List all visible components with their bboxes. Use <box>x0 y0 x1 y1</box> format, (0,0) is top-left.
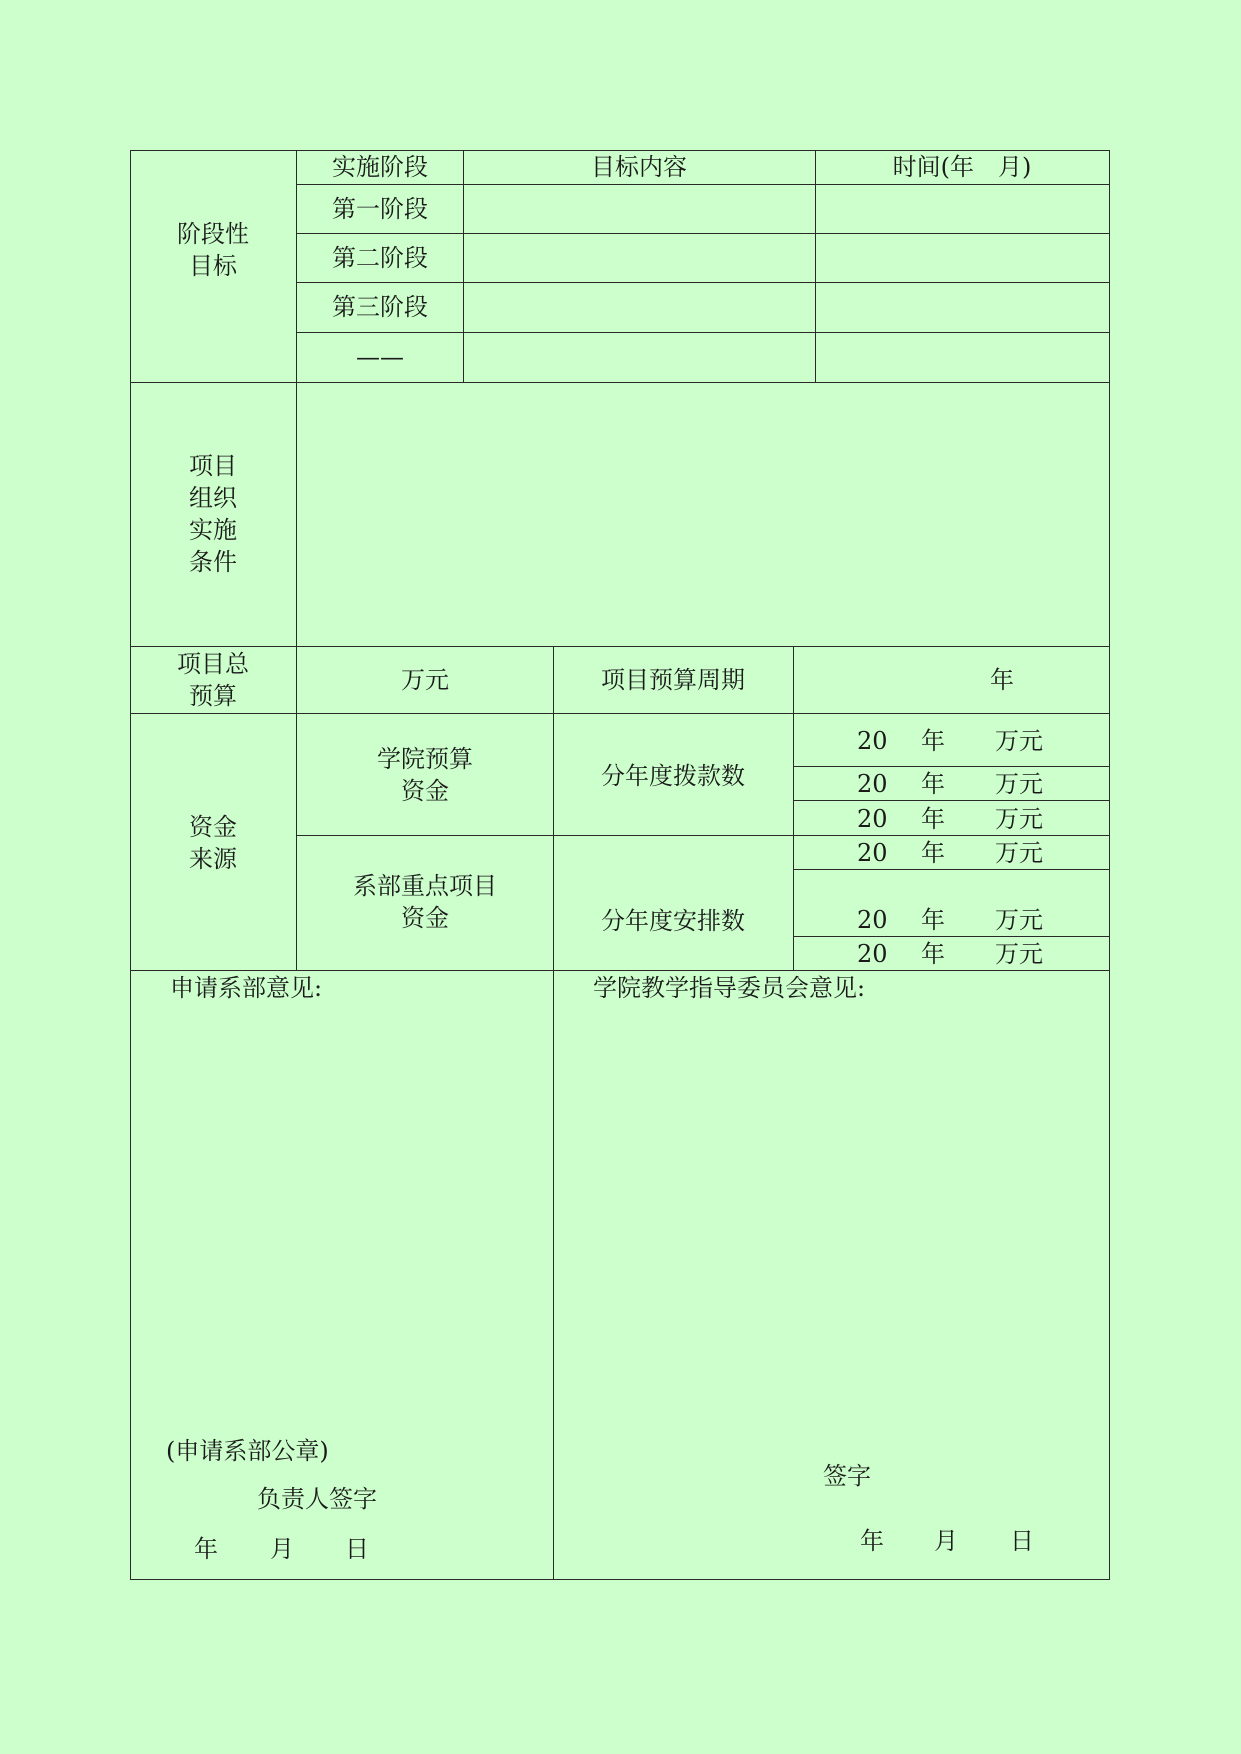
budget-period-label: 项目预算周期 <box>601 666 745 694</box>
department-funding-label: 系部重点项目 资金 <box>353 872 497 932</box>
budget-amount-unit: 万元 <box>401 666 449 694</box>
college-funding-type: 分年度拨款数 <box>601 762 745 790</box>
header-stage: 实施阶段 <box>332 153 428 181</box>
stage-3-label: 第三阶段 <box>332 293 428 321</box>
stage-1-label: 第一阶段 <box>332 195 428 223</box>
funding-label: 资金 来源 <box>189 813 237 873</box>
header-time: 时间(年 月) <box>892 153 1032 181</box>
stage-goals-label: 阶段性 目标 <box>177 220 249 280</box>
header-content: 目标内容 <box>591 153 687 181</box>
budget-period-unit: 年 <box>990 666 1014 694</box>
department-opinion-title: 申请系部意见: <box>170 974 323 1002</box>
department-seal-label: (申请系部公章) <box>166 1437 329 1465</box>
stage-2-label: 第二阶段 <box>332 244 428 272</box>
conditions-label: 项目 组织 实施 条件 <box>189 452 237 576</box>
committee-opinion-title: 学院教学指导委员会意见: <box>593 974 866 1002</box>
department-signature-label: 负责人签字 <box>257 1485 377 1513</box>
budget-label: 项目总 预算 <box>177 650 249 710</box>
department-funding-type: 分年度安排数 <box>601 907 745 935</box>
college-funding-label: 学院预算 资金 <box>377 745 473 805</box>
committee-signature-label: 签字 <box>823 1462 871 1490</box>
stage-more-label: —— <box>356 343 404 371</box>
